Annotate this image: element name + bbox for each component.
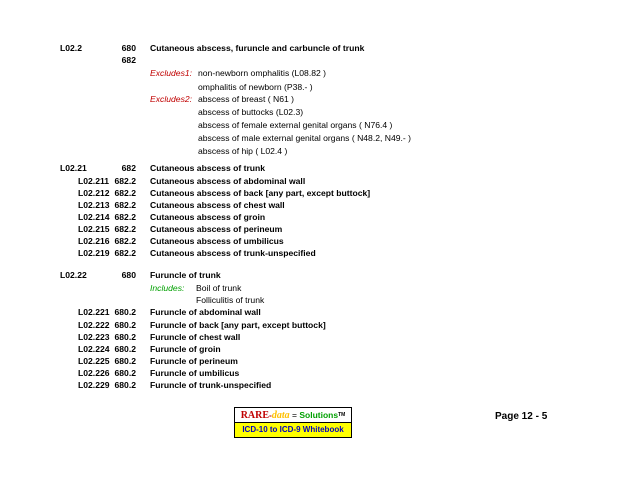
table-row-icd9: 680.2 — [114, 356, 136, 366]
table-row-icd9: 680.2 — [114, 320, 136, 330]
code-l02-2: L02.2 — [60, 43, 82, 53]
table-row-desc: Furuncle of chest wall — [150, 332, 241, 342]
table-row-icd9: 682.2 — [114, 248, 136, 258]
section-title: Cutaneous abscess of trunk — [150, 163, 266, 173]
logo-trademark: TM — [338, 412, 346, 418]
table-row-desc: Cutaneous abscess of back [any part, except buttock] — [150, 188, 371, 198]
table-row-code: L02.214 — [78, 212, 110, 222]
table-row-desc: Cutaneous abscess of chest wall — [150, 200, 285, 210]
table-row-code: L02.211 — [78, 176, 110, 186]
logo-data: data — [271, 410, 290, 421]
excludes-item: abscess of breast ( N61 ) — [198, 94, 295, 104]
code-l02-21: L02.21 — [60, 163, 87, 173]
table-row-code: L02.225 — [78, 356, 110, 366]
logo-equals: = — [289, 410, 300, 420]
includes-item: Boil of trunk — [196, 283, 242, 293]
excludes-item: non-newborn omphalitis (L08.82 ) — [198, 68, 327, 78]
logo-dash: - — [269, 410, 272, 420]
table-row-icd9: 680.2 — [114, 307, 136, 317]
table-row-code: L02.229 — [78, 380, 110, 390]
table-row-code: L02.221 — [78, 307, 110, 317]
table-row-icd9: 682.2 — [114, 188, 136, 198]
excludes2-label: Excludes2: — [150, 94, 193, 104]
table-row-icd9: 682.2 — [114, 212, 136, 222]
includes-item: Folliculitis of trunk — [196, 295, 265, 305]
table-row-desc: Furuncle of groin — [150, 344, 221, 354]
excludes-item: abscess of hip ( L02.4 ) — [198, 146, 288, 156]
logo-rare: RARE — [240, 410, 270, 421]
table-row-icd9: 682.2 — [114, 236, 136, 246]
table-row-desc: Furuncle of back [any part, except buttock] — [150, 320, 326, 330]
table-row-code: L02.213 — [78, 200, 110, 210]
table-row-desc: Furuncle of umbilicus — [150, 368, 240, 378]
table-row-desc: Cutaneous abscess of abdominal wall — [150, 176, 306, 186]
excludes-item: omphalitis of newborn (P38.- ) — [198, 82, 313, 92]
table-row-code: L02.219 — [78, 248, 110, 258]
table-row-desc: Cutaneous abscess of groin — [150, 212, 266, 222]
table-row-desc: Furuncle of abdominal wall — [150, 307, 261, 317]
rare-data-logo — [234, 407, 352, 438]
table-row-code: L02.212 — [78, 188, 110, 198]
excludes-item: abscess of male external genital organs ( N48.2, N49.- ) — [198, 133, 412, 143]
table-row-icd9: 680.2 — [114, 332, 136, 342]
table-row-code: L02.224 — [78, 344, 110, 354]
table-row-code: L02.215 — [78, 224, 110, 234]
icd9-code: 682 — [121, 55, 136, 65]
table-row-code: L02.222 — [78, 320, 110, 330]
page-number: Page 12 - 5 — [495, 411, 548, 422]
table-row-desc: Cutaneous abscess of trunk-unspecified — [150, 248, 316, 258]
table-row-icd9: 682.2 — [114, 176, 136, 186]
table-row-icd9: 680.2 — [114, 368, 136, 378]
table-row-desc: Furuncle of perineum — [150, 356, 238, 366]
table-row-desc: Cutaneous abscess of umbilicus — [150, 236, 284, 246]
table-row-code: L02.226 — [78, 368, 110, 378]
icd9-code: 682 — [121, 163, 136, 173]
table-row-icd9: 680.2 — [114, 380, 136, 390]
table-row-icd9: 682.2 — [114, 224, 136, 234]
table-row-desc: Furuncle of trunk-unspecified — [150, 380, 272, 390]
table-row-code: L02.216 — [78, 236, 110, 246]
table-row-code: L02.223 — [78, 332, 110, 342]
excludes-item: abscess of buttocks (L02.3) — [198, 107, 304, 117]
logo-brand-line — [234, 407, 352, 423]
excludes1-label: Excludes1: — [150, 68, 193, 78]
table-row-icd9: 682.2 — [114, 200, 136, 210]
icd9-code: 680 — [121, 43, 136, 53]
logo-solutions: Solutions — [299, 410, 339, 420]
table-row-desc: Cutaneous abscess of perineum — [150, 224, 283, 234]
section-title: Cutaneous abscess, furuncle and carbuncle of trunk — [150, 43, 365, 53]
icd9-code: 680 — [121, 270, 136, 280]
logo-subtitle: ICD-10 to ICD-9 Whitebook — [234, 423, 352, 438]
section-title: Furuncle of trunk — [150, 270, 221, 280]
table-row-icd9: 680.2 — [114, 344, 136, 354]
code-l02-22: L02.22 — [60, 270, 87, 280]
excludes-item: abscess of female external genital organs ( N76.4 ) — [198, 120, 393, 130]
includes-label: Includes: — [150, 283, 185, 293]
